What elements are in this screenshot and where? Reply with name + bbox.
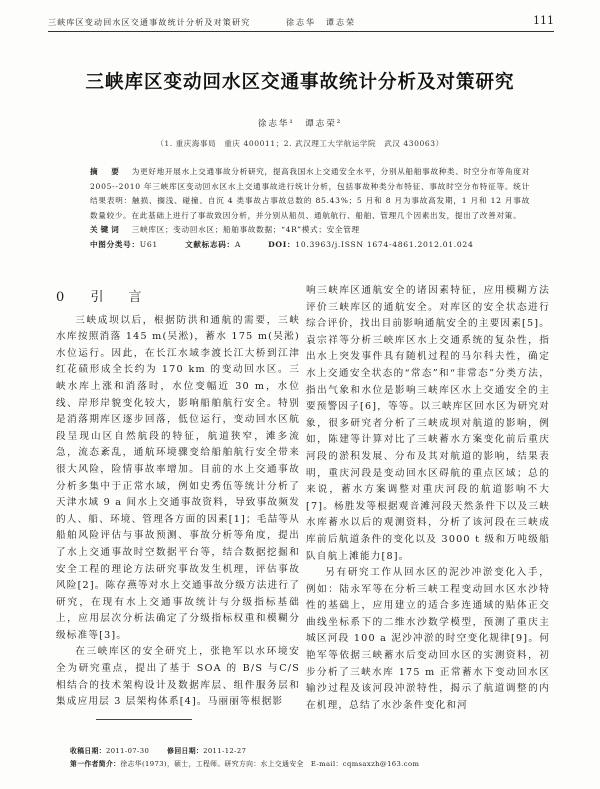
article-authors: 徐志华¹ 谭志荣²: [257, 119, 343, 129]
abstract-paragraph: [90, 165, 530, 223]
doi-value: 10.3963/j.ISSN 1674-4861.2012.01.024: [295, 239, 474, 249]
body-paragraph: 在三峡库区的安全研究上，张艳军以水环境安全为研究重点，提出了基于 SOA 的 B/S 与C/S 相结合的技术架构设计及数据库层、组件服务层和集成应用层 3 层架构体系[4]。马丽丽等根据影: [56, 646, 300, 708]
revised-label: 修回日期：: [167, 747, 204, 755]
abstract-text: 为更好地开展水上交通事故分析研究，提高我国水上交通安全水平，分别从船舶事故种类、时空分布等角度对 2005--2010 年三峡库区变动回水区水上交通事故进行统计分析，包括事故种类分布特征、事故时空分布特征等。统计结果表明：触损、搁浅、碰撞、自沉 4 类事故占事故总数的 85.43%；5 月和 8 月为事故高发期，1 月和 12 月事故数量较少。在此基础上进行了事故致因分析，并分别从船员、通航航行、船舶、管理几个因素出发，提出了改善对策。: [90, 167, 530, 220]
article-affiliation: （1. 重庆海事局 重庆 400011；2. 武汉理工大学航运学院 武汉 430063）: [156, 139, 444, 148]
clc-value: U61: [139, 239, 158, 249]
body-paragraph: 另有研究工作从回水区的泥沙冲淤变化入手，例如：陆永军等在分析三峡工程变动回水区水沙特性的基础上，应用建立的适合多连通域的贴体正交曲线坐标系下的二维水沙数学模型，预测了重庆主城区河段 100 a 泥沙冲淤的时空变化规律[9]。何艳军等依据三峡蓄水后变动回水区的实测资料，初步分析了三峡水库 175 m 正常蓄水下变动回水区输沙过程及该河段冲淤特性，揭示了航道调整的内在机理，总结了水沙条件变化和河: [306, 567, 550, 711]
dates-line: [70, 745, 550, 758]
footnote-rule: [96, 719, 192, 720]
header-rule: [48, 31, 554, 32]
author-bio-label: 第一作者简介：: [70, 760, 121, 768]
body-paragraph: 三峡成坝以后，根据防洪和通航的需要，三峡水库按照消落 145 m(吴淞)，蓄水 175 m(吴淞)水位运行。因此，在长江水域李渡长江大桥到江津红花碛形成全长约为 170 km 的变动回水区。三峡水库上涨和消落时，水位变幅近 30 m，水位线、岸形岸貌变化较大，影响船舶航行安全。特别是消落期库区逐步回落，低位运行，变动回水区航段呈现山区自然航段的特征，航道狭窄，滩多流急，流态紊乱，通航环境骤变给船舶航行安全带来很大风险，险情事故率增加。目前的水上交通事故分析多集中于正常水域，例如史秀伍等统计分析了天津水域 9 a 间水上交通事故资料，导致事故频发的人、船、环境、管理各方面的因素[1]；毛喆等从船舶风险评估与事故预测、事故分析等角度，提出了水上交通事故时空数据平台等，结合数据挖掘和安全工程的理论方法研究事故发生机理，评估事故风险[2]。陈存燕等对水上交通事故分级方法进行了研究，在现有水上交通事故统计与分级指标基础上，应用层次分析法确定了分级指标权重和模糊分级标准等[3]。: [56, 314, 300, 641]
section-title: 引 言: [90, 290, 148, 305]
revised-date: 2011-12-27: [203, 747, 247, 755]
author-bio-line: [70, 758, 550, 771]
keywords-line: [90, 223, 530, 238]
abstract-label: 摘 要: [90, 167, 122, 176]
clc-code: [90, 240, 158, 249]
body-paragraph: 响三峡库区通航安全的诸因素特征，应用模糊方法评价三峡库区的通航安全。对库区的安全状态进行综合评价，找出目前影响通航安全的主要因素[5]。袁宗祥等分析三峡库区水上交通系统的复杂性，指出水上突发事件具有随机过程的马尔科夫性，确定水上交通安全状态的“常态”和“非常态”分类方法，指出气象和水位是影响三峡库区水上交通安全的主要预警因子[6]，等等。以三峡库区回水区为研究对象，很多研究者分析了三峡成坝对航道的影响，例如，陈建等计算对比了三峡蓄水方案变化前后重庆河段的淤积发展、分布及其对航道的影响，结果表明，重庆河段是变动回水区碍航的重点区域；总的来说，蓄水方案调整对重庆河段的航道影响不大[7]。杨胜发等根据观音滩河段天然条件下以及三峡水库蓄水以后的观测资料，分析了该河段在三峡成库前后航道条件的变化以及 3000 t 级和万吨级船队自航上滩能力[8]。: [306, 285, 550, 562]
abstract-block: [90, 165, 530, 252]
article-title: 三峡库区变动回水区交通事故统计分析及对策研究: [85, 72, 515, 93]
received-date: 2011-07-30: [105, 747, 150, 755]
running-head-title: 三峡库区变动回水区交通事故统计分析及对策研究: [48, 18, 251, 27]
footnotes: [70, 745, 550, 771]
right-column: [306, 283, 550, 714]
doc-code-label: 文献标志码：: [185, 239, 235, 249]
running-head-authors: 徐志华 谭志荣: [286, 18, 356, 27]
page-number: 111: [533, 14, 554, 27]
keywords-label: 关键词: [90, 225, 122, 234]
doc-code-value: A: [234, 239, 242, 249]
doc-code: [185, 240, 241, 249]
received-label: 收稿日期：: [70, 747, 106, 755]
doi: [268, 240, 473, 249]
author-bio: 徐志华(1973)，硕士，工程师。研究方向：水上交通安全 E-mail：cqmsaxzh@163.com: [120, 760, 420, 768]
doi-label: DOI：: [268, 239, 296, 249]
section-number: 0: [56, 290, 71, 305]
section-heading: [56, 290, 300, 307]
keywords-text: 三峡库区；变动回水区；船舶事故数据；“4R”模式；安全管理: [131, 225, 360, 234]
running-head: [48, 14, 554, 34]
clc-label: 中图分类号：: [90, 239, 140, 249]
classification-line: [90, 238, 530, 253]
left-column: [56, 290, 300, 720]
